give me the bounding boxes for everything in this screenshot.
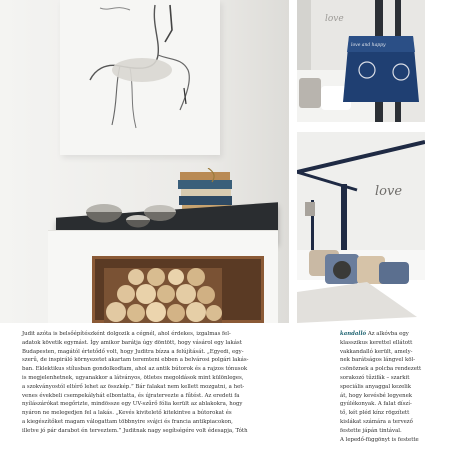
photo-caption-column bbox=[340, 330, 426, 444]
text-line: nyáron ne melegedjen fel a lakás. „Kevés kivitelető kitekintve a bútorokat és bbox=[22, 410, 232, 417]
lampshade-lettering: love and happy bbox=[351, 43, 386, 48]
text-line: is megjelenhetnek, ugyanakkor a látványos, ötletes megoldások mint különleges, bbox=[22, 374, 244, 381]
caption-line: speciális anyaggal kezelik bbox=[340, 383, 411, 390]
text-line: venes évekbeli csempekályhát elbontatta, és újratervezte a fűtést. Az eredeti fa bbox=[22, 392, 240, 399]
caption-line: A lepedő-függönyt is festette bbox=[340, 436, 419, 443]
caption-line: tő, két pléd kínz rögzített bbox=[340, 410, 410, 417]
article-main-column bbox=[22, 330, 268, 436]
text-line: nyílászárókat megőrizte, mindössze egy UV-szűrő fólia került az ablakokra, hogy bbox=[22, 401, 243, 408]
bedroom-lamp-photo bbox=[297, 0, 425, 122]
text-line: Budapesten, magától értetődő volt, hogy Juditra bízza a felújítását. „Egyedi, egy- bbox=[22, 348, 244, 355]
love-wall-wire-art: love bbox=[375, 184, 403, 199]
stacked-firewood bbox=[104, 268, 222, 323]
text-line: a kiegészítőket magam válogattam többnyire svájci és francia antikpiacokon, bbox=[22, 418, 233, 425]
horse-sketch-artwork bbox=[60, 0, 220, 155]
text-line: a szokványostól eltérő lehet az összkép.” Bár falakat nem kellett mozgatni, a het- bbox=[22, 383, 245, 390]
article-text bbox=[0, 330, 450, 450]
text-line: ban. Eklektikus stílusban gondolkodtam, ahol az antik bútorok és a rajzos tónusok bbox=[22, 366, 248, 373]
text-line: szerű, de inspiráló környezetet akartam teremteni ebben a belvárosi polgári lakás- bbox=[22, 357, 249, 364]
main-photo-fireplace bbox=[0, 0, 289, 323]
caption-line: át, hogy kevésbé legyenek bbox=[340, 392, 413, 399]
caption-line: kislákat számára a tervező bbox=[340, 418, 413, 425]
caption-lead-word: kandalló bbox=[340, 331, 367, 337]
text-line: Judit azóta is belsőépítészként dolgozik a cégnél, ahol érdekes, izgalmas fel- bbox=[22, 331, 231, 337]
caption-line: klasszikus kerettel ellátott bbox=[340, 339, 413, 346]
four-poster-bed-photo bbox=[297, 132, 425, 323]
wall-script-lettering: love bbox=[325, 14, 344, 24]
caption-first-line bbox=[340, 330, 426, 339]
caption-line: vakkandalló került, amely- bbox=[340, 348, 413, 355]
caption-line: nek barátságos lángvel köl- bbox=[340, 357, 416, 364]
text-line: illetve jó pár darabot én terveztem.” Juditnak nagy segítségére volt édesapja, Tóth bbox=[22, 427, 248, 434]
caption-line: sorakozó tűzifák – szarkit bbox=[340, 374, 410, 381]
silver-bowls bbox=[84, 200, 178, 230]
caption-first-text: Az alkóvba egy bbox=[366, 331, 409, 337]
caption-line: csönöznek a polcba rendezett bbox=[340, 366, 422, 373]
caption-line: festette jápán tintával. bbox=[340, 427, 402, 434]
caption-line: gyúlékonyak. A falat díszí- bbox=[340, 401, 412, 408]
text-line: adatok követik egymást. Így amikor barátja úgy döntött, hogy vásárol egy lakást bbox=[22, 339, 242, 346]
